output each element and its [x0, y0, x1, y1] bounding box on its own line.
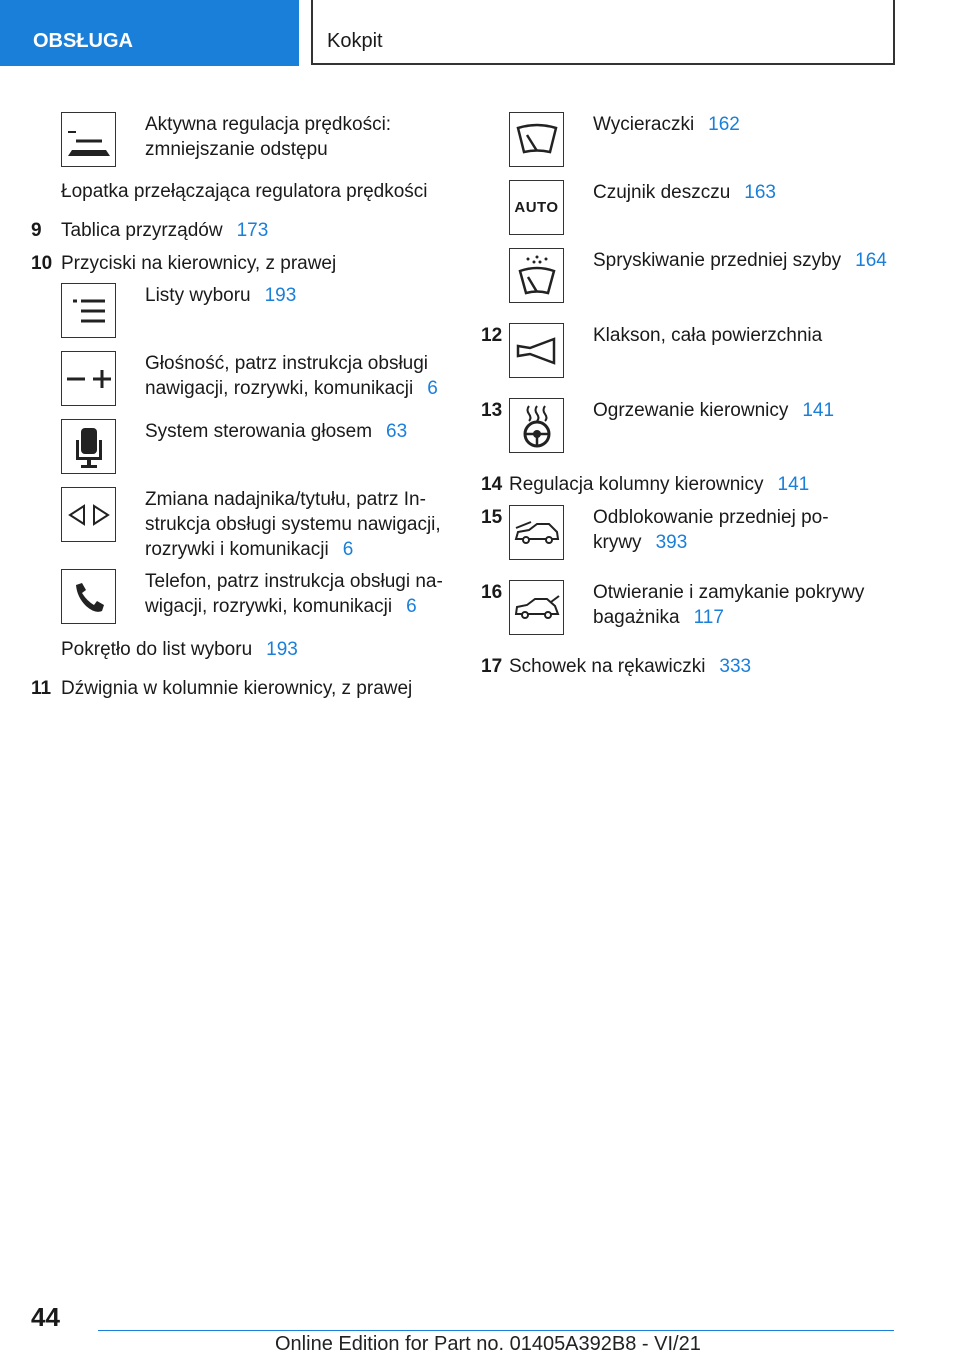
text-line: [145, 594, 443, 619]
text-line: [593, 530, 829, 555]
page-ref-link[interactable]: 63: [386, 421, 408, 442]
volume-text: [145, 351, 438, 401]
station-text: [145, 487, 441, 562]
item-number: 14: [481, 474, 503, 495]
washer-text: [593, 248, 887, 273]
item-number: 17: [481, 656, 503, 677]
station-change-icon: [61, 487, 116, 542]
item-text: nawigacji, rozrywki, komunikacji: [145, 378, 414, 399]
phone-text: [145, 569, 443, 619]
trunk-lid-icon: [509, 580, 564, 635]
text-line: Odblokowanie przedniej po-: [593, 507, 829, 528]
page-ref-link[interactable]: 141: [777, 474, 810, 495]
item-17: [509, 654, 751, 679]
text-line: Zmiana nadajnika/tytułu, patrz In-: [145, 489, 426, 510]
item-number: 12: [481, 325, 503, 346]
text-line: Głośność, patrz instrukcja obsługi: [145, 353, 429, 374]
item-9: [61, 218, 268, 243]
item-12: Klakson, cała powierzchnia: [593, 325, 823, 346]
page-ref-link[interactable]: 6: [406, 596, 417, 617]
page-ref-link[interactable]: 162: [708, 114, 740, 135]
item-text: Listy wyboru: [145, 285, 251, 306]
wipers-text: [593, 112, 740, 137]
item-number: 13: [481, 400, 503, 421]
section-tab[interactable]: OBSŁUGA: [0, 0, 299, 66]
text-line: strukcja obsługi systemu nawigacji,: [145, 514, 441, 535]
item-13: [593, 398, 834, 423]
text-line: Otwieranie i zamykanie pokrywy: [593, 582, 865, 603]
page-ref-link[interactable]: 333: [719, 656, 752, 677]
item-text: Ogrzewanie kierownicy: [593, 400, 789, 421]
page-ref-link[interactable]: 117: [693, 607, 724, 628]
page-ref-link[interactable]: 193: [266, 639, 298, 660]
list-text: [145, 283, 296, 308]
item-text: Czujnik deszczu: [593, 182, 731, 203]
voice-text: [145, 419, 407, 444]
microphone-icon: [61, 419, 116, 474]
item-text: Schowek na rękawiczki: [509, 656, 706, 677]
text-line: Telefon, patrz instrukcja obsługi na-: [145, 571, 443, 592]
acc-distance-icon: [61, 112, 116, 167]
auto-label: AUTO: [514, 199, 559, 216]
wiper-icon: [509, 112, 564, 167]
phone-icon: [61, 569, 116, 624]
item-text: Tablica przyrządów: [61, 220, 223, 241]
item-text: bagażnika: [593, 607, 680, 628]
paddle-text: Łopatka przełączająca regulatora prędkości: [61, 181, 428, 202]
page-ref-link[interactable]: 6: [342, 539, 354, 560]
item-text: krywy: [593, 532, 642, 553]
text-line: [593, 605, 864, 630]
item-11: Dźwignia w kolumnie kierownicy, z prawej: [61, 678, 413, 699]
item-text: Pokrętło do list wyboru: [61, 639, 253, 660]
text-line: [145, 376, 438, 401]
steering-heat-icon: [509, 398, 564, 453]
hood-release-icon: [509, 505, 564, 560]
acc-reduce-text: Aktywna regulacja prędkości: zmniejszanie odstępu: [145, 114, 392, 160]
page-title: Kokpit: [311, 0, 895, 65]
list-icon: [61, 283, 116, 338]
item-text: wigacji, rozrywki, komunikacji: [145, 596, 393, 617]
page-ref-link[interactable]: 141: [802, 400, 835, 421]
page-number: 44: [31, 1302, 60, 1332]
washer-icon: [509, 248, 564, 303]
item-10: Przyciski na kierownicy, z prawej: [61, 253, 337, 274]
page-ref-link[interactable]: 393: [655, 532, 688, 553]
item-text: Regulacja kolumny kierownicy: [509, 474, 764, 495]
item-text: Wycieraczki: [593, 114, 695, 135]
text-line: [145, 537, 441, 562]
item-14: [509, 472, 809, 497]
page-ref-link[interactable]: 173: [236, 220, 269, 241]
footer-edition: Online Edition for Part no. 01405A392B8 - VI/21: [275, 1333, 701, 1355]
item-number: 11: [31, 678, 52, 699]
page-ref-link[interactable]: 193: [264, 285, 297, 306]
horn-icon: [509, 323, 564, 378]
rain-text: [593, 180, 776, 205]
footer-divider: [98, 1330, 894, 1331]
page-ref-link[interactable]: 6: [427, 378, 438, 399]
item-15: [593, 505, 829, 555]
knob-text: [61, 637, 298, 662]
item-text: Spryskiwanie przedniej szyby: [593, 250, 842, 271]
item-number: 16: [481, 582, 503, 603]
volume-icon: [61, 351, 116, 406]
item-16: [593, 580, 864, 630]
page-ref-link[interactable]: 164: [855, 250, 887, 271]
rain-sensor-icon: [509, 180, 564, 235]
page-ref-link[interactable]: 163: [744, 182, 776, 203]
item-number: 15: [481, 507, 503, 528]
item-number: 10: [31, 253, 53, 274]
item-text: rozrywki i komunikacji: [145, 539, 329, 560]
item-number: 9: [31, 220, 42, 241]
item-text: System sterowania głosem: [145, 421, 373, 442]
